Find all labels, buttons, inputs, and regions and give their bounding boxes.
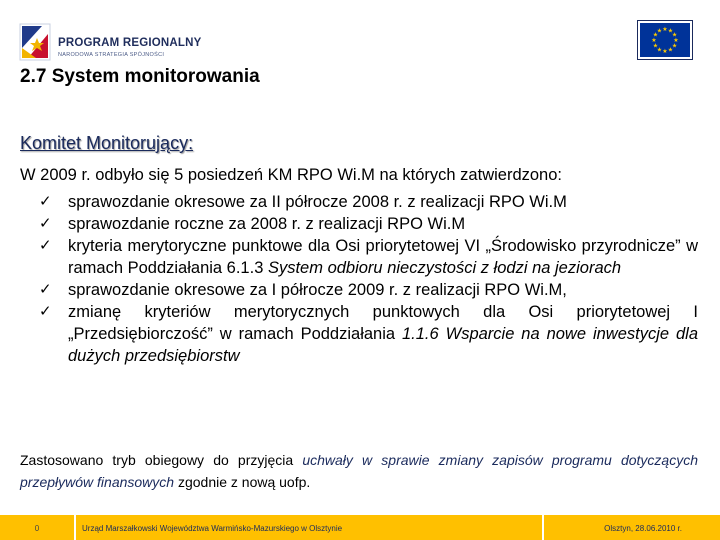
bullet-list	[38, 191, 698, 367]
note-text-end: zgodnie z nową uofp.	[174, 474, 311, 490]
bullet-italic-text: 1.1.6 Wsparcie na nowe inwestycje dla dużych przedsiębiorstw	[68, 325, 699, 365]
checkmark-icon: ✓	[39, 215, 52, 232]
eu-star-icon: ★	[652, 43, 659, 50]
bullet-text: sprawozdanie okresowe za II półrocze 2008 r. z realizacji RPO Wi.M	[68, 193, 567, 211]
footer-date: Olsztyn, 28.06.2010 r.	[604, 524, 682, 533]
bullet-text: zmianę kryteriów merytorycznych punktowych dla Osi priorytetowej I „Przedsiębiorczość” w ramach Poddziałania	[68, 303, 698, 343]
eu-star-icon: ★	[656, 47, 663, 54]
eu-flag-icon	[637, 20, 693, 60]
note-paragraph	[20, 449, 698, 493]
logo-name: PROGRAM REGIONALNY	[58, 37, 202, 49]
page-number: 0	[34, 524, 40, 533]
section-heading: Komitet Monitorujący:	[20, 133, 194, 153]
program-regionalny-logo	[18, 18, 202, 66]
list-item	[38, 213, 698, 235]
checkmark-icon: ✓	[39, 303, 52, 320]
note-highlight: uchwały w sprawie zmiany zapisów programu dotyczących przepływów finansowych	[20, 452, 698, 490]
list-item	[38, 279, 698, 301]
eu-star-icon: ★	[673, 38, 679, 44]
bullet-text: sprawozdanie roczne za 2008 r. z realizacji RPO Wi.M	[68, 215, 466, 233]
bullet-italic-text: System odbioru nieczystości z łodzi na jeziorach	[267, 259, 622, 277]
eu-star-icon: ★	[656, 28, 663, 35]
list-item	[38, 301, 698, 367]
eu-star-icon: ★	[667, 28, 674, 35]
logo-subtitle: NARODOWA STRATEGIA SPÓJNOŚCI	[58, 52, 165, 58]
footer-organization: Urząd Marszałkowski Województwa Warmińsko-Mazurskiego w Olsztynie	[82, 524, 343, 533]
eu-star-icon: ★	[671, 32, 678, 39]
list-item	[38, 191, 698, 213]
eu-star-icon: ★	[662, 49, 668, 55]
eu-star-icon: ★	[662, 27, 668, 33]
slide-title: 2.7 System monitorowania	[20, 66, 260, 87]
checkmark-icon: ✓	[39, 281, 52, 298]
list-item	[38, 235, 698, 279]
eu-star-icon: ★	[651, 38, 657, 44]
eu-star-icon: ★	[667, 47, 674, 54]
eu-star-icon: ★	[671, 43, 678, 50]
intro-text: W 2009 r. odbyło się 5 posiedzeń KM RPO Wi.M na których zatwierdzono:	[20, 166, 562, 184]
checkmark-icon: ✓	[39, 237, 52, 254]
note-text: Zastosowano tryb obiegowy do przyjęcia	[20, 452, 303, 468]
bullet-text: sprawozdanie okresowe za I półrocze 2009 r. z realizacji RPO Wi.M,	[68, 281, 567, 299]
bullet-text: kryteria merytoryczne punktowe dla Osi priorytetowej VI „Środowisko przyrodnicze” w ramach Poddziałania 6.1.3	[68, 237, 698, 277]
footer	[0, 515, 720, 540]
logo-emblem-icon	[18, 18, 54, 64]
checkmark-icon: ✓	[39, 193, 52, 210]
eu-star-icon: ★	[652, 32, 659, 39]
